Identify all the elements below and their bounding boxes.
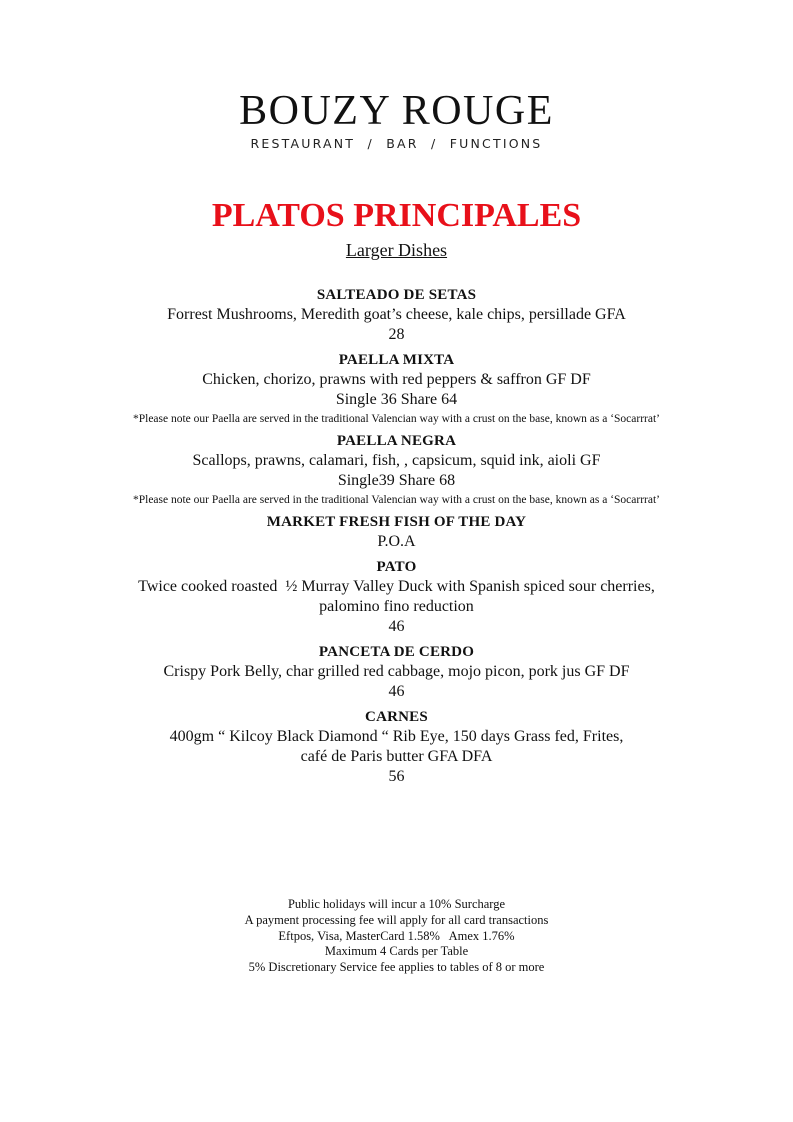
dish-description: Chicken, chorizo, prawns with red peppers & saffron GF DF (202, 371, 591, 388)
dish-price: 46 (388, 683, 405, 700)
dish-note: *Please note our Paella are served in the traditional Valencian way with a crust on the base, known as a ‘Socarrrat’ (132, 413, 660, 425)
dish-item-market-fish (0, 513, 793, 552)
dish-name: PANCETA DE CERDO (318, 644, 475, 660)
dish-description-line2: palomino fino reduction (319, 598, 474, 615)
dish-name: PATO (376, 559, 417, 575)
dish-item-carnes (0, 708, 793, 787)
brand-logo (0, 88, 793, 151)
dish-name: PAELLA MIXTA (338, 352, 455, 368)
dish-description: Scallops, prawns, calamari, fish, , capsicum, squid ink, aioli GF (192, 452, 601, 469)
dish-note: *Please note our Paella are served in the traditional Valencian way with a crust on the base, known as a ‘Socarrrat’ (132, 494, 660, 506)
dish-description-line1: Twice cooked roasted ½ Murray Valley Duck with Spanish spiced sour cherries, (138, 578, 655, 595)
brand-tagline: RESTAURANT / BAR / FUNCTIONS (250, 136, 543, 151)
dish-description-line2: café de Paris butter GFA DFA (300, 748, 493, 765)
dish-item-panceta-de-cerdo (0, 643, 793, 702)
footer-line-service-fee: 5% Discretionary Service fee applies to tables of 8 or more (248, 960, 545, 975)
dish-name: PAELLA NEGRA (336, 433, 457, 449)
dish-price: Single39 Share 68 (337, 472, 456, 489)
dish-name: SALTEADO DE SETAS (316, 287, 477, 303)
dish-item-paella-negra (0, 432, 793, 507)
dish-price: 56 (388, 768, 405, 785)
menu-title: PLATOS PRINCIPALES (211, 197, 582, 234)
footer-line-processing-fee: A payment processing fee will apply for all card transactions (244, 912, 549, 927)
footer-line-surcharge: Public holidays will incur a 10% Surcharge (287, 897, 506, 911)
dish-name: CARNES (365, 709, 428, 725)
footer-line-card-rates: Eftpos, Visa, MasterCard 1.58% Amex 1.76% (278, 928, 515, 943)
dish-description-line1: 400gm “ Kilcoy Black Diamond “ Rib Eye, 150 days Grass fed, Frites, (169, 728, 624, 745)
dish-item-pato (0, 558, 793, 637)
brand-name: BOUZY ROUGE (239, 88, 554, 134)
footer-line-max-cards: Maximum 4 Cards per Table (324, 944, 469, 959)
menu-subtitle: Larger Dishes (345, 240, 448, 260)
dish-list (0, 286, 793, 790)
footer-notes (0, 897, 793, 976)
dish-description: Crispy Pork Belly, char grilled red cabbage, mojo picon, pork jus GF DF (163, 663, 630, 680)
dish-item-salteado-de-setas (0, 286, 793, 345)
dish-price: 28 (388, 326, 405, 343)
dish-price: P.O.A (377, 533, 416, 550)
dish-price: 46 (388, 618, 405, 635)
dish-description: Forrest Mushrooms, Meredith goat’s cheese, kale chips, persillade GFA (167, 306, 626, 323)
dish-price: Single 36 Share 64 (335, 391, 458, 408)
dish-item-paella-mixta (0, 351, 793, 426)
dish-name: MARKET FRESH FISH OF THE DAY (266, 514, 527, 530)
